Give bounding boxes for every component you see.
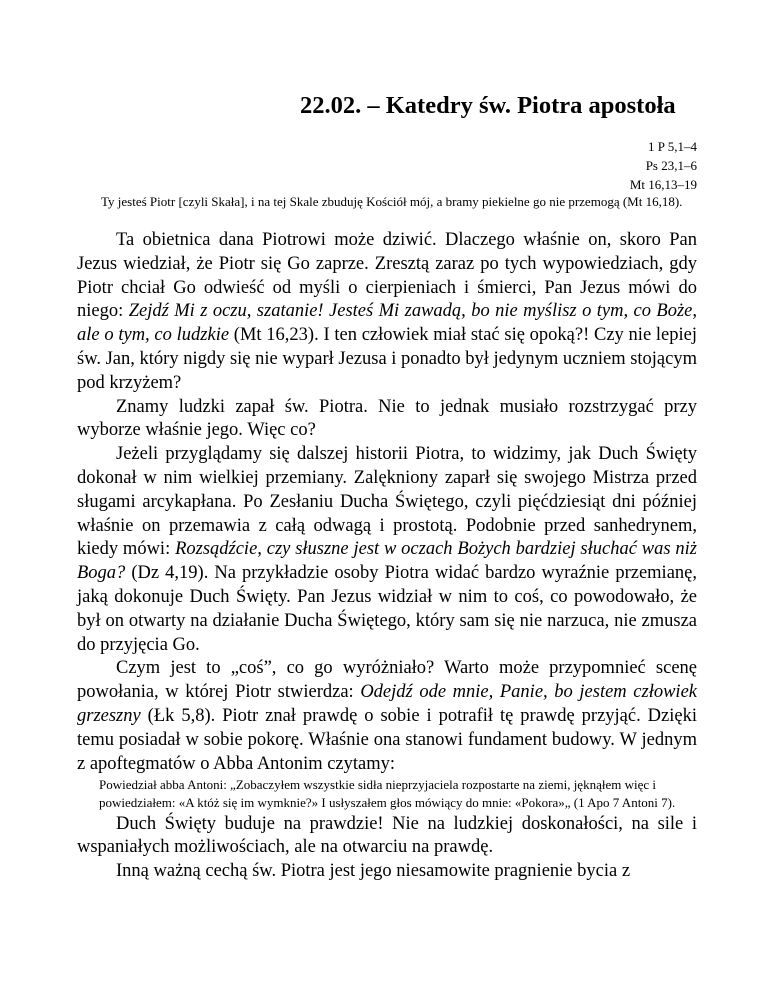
paragraph-6: Inną ważną cechą św. Piotra jest jego niesamowite pragnienie bycia z: [116, 861, 631, 882]
body-text: [77, 229, 697, 884]
paragraph-1: Ta obietnica dana Piotrowi może dziwić. Dlaczego właśnie on, skoro Pan Jezus wiedział, że Piotr się Go zaprze. Zresztą zaraz po tych wypowiedziach, gdy Piotr chciał Go odwieść od myśli o cierpieniach i śmierci, Pan Jezus mówi do niego: Zejdź Mi z oczu, szatanie! Jesteś Mi zawadą, bo nie myślisz o tym, co Boże, ale o tym, co ludzkie (Mt 16,23). I ten człowiek miał stać się opoką?! Czy nie lepiej św. Jan, który nigdy się nie wyparł Jezusa i ponadto był jedynym uczniem stojącym pod krzyżem?: [77, 230, 698, 393]
paragraph-2: Znamy ludzki zapał św. Piotra. Nie to jednak musiało rozstrzygać przy wyborze właśnie jego. Więc co?: [77, 396, 697, 441]
paragraph-4: Czym jest to „coś”, co go wyróżniało? Warto może przypomnieć scenę powołania, w której Piotr stwierdza: Odejdź ode mnie, Panie, bo jestem człowiek grzeszny (Łk 5,8). Piotr znał prawdę o sobie i potrafił tę prawdę przyjąć. Dzięki temu posiadał w sobie pokorę. Właśnie ona stanowi fundament budowy. W jednym z apoftegmatów o Abba Antonim czytamy:: [77, 658, 697, 774]
page-title: 22.02. – Katedry św. Piotra apostoła: [300, 92, 676, 119]
paragraph-5: Duch Święty buduje na prawdzie! Nie na ludzkiej doskonałości, na sile i wspaniałych możliwościach, ale na otwarciu na prawdę.: [77, 813, 697, 858]
paragraph-3: Jeżeli przyglądamy się dalszej historii Piotra, to widzimy, jak Duch Święty dokonał w nim wielkiej przemiany. Zalękniony zaparł się swojego Mistrza przed sługami arcykapłana. Po Zesłaniu Ducha Świętego, czyli pięćdziesiąt dni później właśnie on przemawia z całą odwagą i prostotą. Podobnie przed sanhedrynem, kiedy mówi: Rozsądźcie, czy słuszne jest w oczach Bożych bardziej słuchać was niż Boga? (Dz 4,19). Na przykładzie osoby Piotra widać bardzo wyraźnie przemianę, jaką dokonuje Duch Święty. Pan Jezus widział w nim to coś, co powodowało, że był on otwarty na działanie Ducha Świętego, który sam się nie narzuca, nie zmusza do przyjęcia Go.: [77, 444, 697, 655]
reference-psalm: Ps 23,1–6: [645, 158, 697, 173]
reference-first-reading: 1 P 5,1–4: [648, 139, 697, 154]
reference-gospel: Mt 16,13–19: [629, 177, 697, 192]
apophthegm-quote: Powiedział abba Antoni: „Zobaczyłem wszystkie sidła nieprzyjaciela rozpostarte na ziemi, jęknąłem więc i powiedziałem: «A któż się im wymknie?» I usłyszałem głos mówiący do mnie: «Pokora»„ (1 Apo 7 Antoni 7).: [99, 777, 676, 810]
scripture-references: [630, 137, 697, 194]
scripture-quote: Zejdź Mi z oczu, szatanie! Jesteś Mi zawadą, bo nie myślisz o tym, co Boże, ale o tym, co ludzkie: [77, 301, 698, 346]
scripture-quote: Rozsądźcie, czy słuszne jest w oczach Bożych bardziej słuchać was niż Boga?: [77, 539, 697, 584]
scripture-quote: Odejdź ode mnie, Panie, bo jestem człowiek grzeszny: [77, 682, 697, 726]
motto-quote: Ty jesteś Piotr [czyli Skała], i na tej Skale zbuduję Kościół mój, a bramy piekielne go nie przemogą (Mt 16,18).: [101, 194, 683, 209]
